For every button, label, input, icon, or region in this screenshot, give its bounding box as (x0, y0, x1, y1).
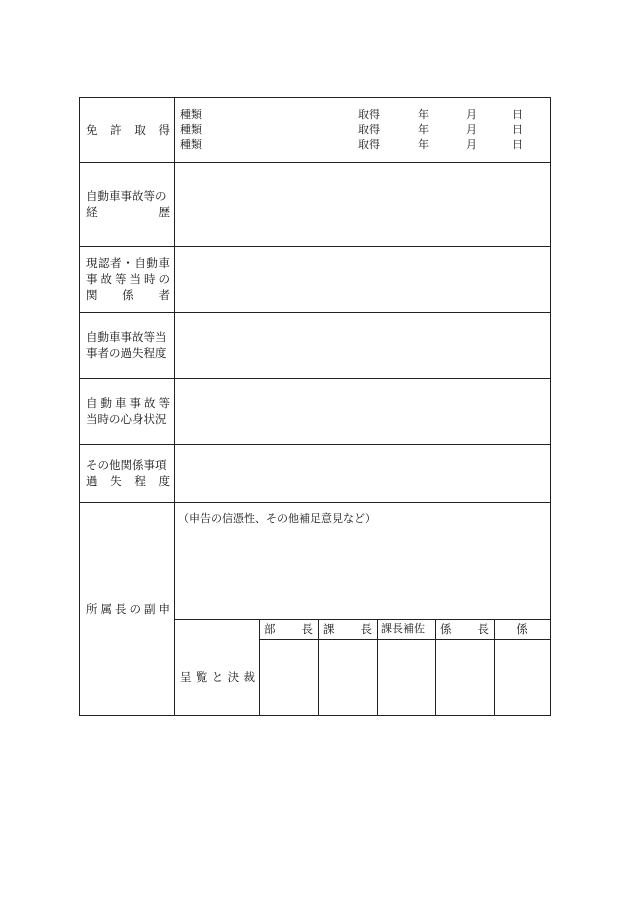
license-year-1: 年 (418, 108, 429, 121)
approval-label-text: 呈 覧 と 決 裁 (180, 670, 255, 684)
other-label (80, 444, 175, 502)
other-label-line1: その他関係事項 (86, 458, 167, 472)
approval-header-line (259, 639, 550, 640)
approver-assistant-head (377, 619, 435, 639)
approver-staff-text: 係 (516, 622, 528, 636)
mental-label-line1: 自動車事故等 (86, 396, 170, 410)
license-day-2: 日 (512, 123, 523, 136)
parties-label-line3: 関 係 者 (86, 288, 170, 302)
approver-assistant-head-text: 課長補佐 (381, 622, 425, 635)
license-day-1: 日 (512, 108, 523, 121)
approver-subsection-head (435, 619, 494, 639)
parties-label-line2: 事故等当時の (86, 272, 170, 286)
mental-label-line2: 当時の心身状況 (86, 412, 167, 426)
history-label-line2: 経 歴 (86, 205, 170, 219)
approver-staff (494, 619, 550, 639)
license-type-1: 種類 (180, 108, 202, 121)
license-acquired-1: 取得 (358, 108, 380, 121)
license-month-2: 月 (466, 123, 477, 136)
license-year-2: 年 (418, 123, 429, 136)
parties-label-line1: 現認者・自動車 (86, 256, 170, 270)
fault-label (80, 312, 175, 378)
license-month-3: 月 (466, 138, 477, 151)
approver-section-head (318, 619, 377, 639)
approver-section-head-text: 課 長 (323, 622, 372, 636)
mental-label (80, 378, 175, 444)
history-label (80, 162, 175, 246)
license-type-3: 種類 (180, 138, 202, 151)
other-label-line2: 過 失 程 度 (86, 474, 170, 488)
history-label-line1: 自動車事故等の (86, 189, 167, 203)
license-acquired-2: 取得 (358, 123, 380, 136)
chief-note: （申告の信憑性、その他補足意見など） (178, 512, 376, 525)
report-form (79, 97, 551, 716)
parties-label (80, 246, 175, 312)
fault-label-line1: 自動車事故等当 (86, 330, 167, 344)
license-year-3: 年 (418, 138, 429, 151)
license-label (80, 98, 175, 162)
chief-label (80, 502, 175, 715)
fault-label-line2: 事者の過失程度 (86, 346, 167, 360)
approval-label (174, 639, 259, 715)
license-label-text: 免 許 取 得 (86, 123, 170, 137)
approver-dept-head-text: 部 長 (264, 622, 313, 636)
license-month-1: 月 (466, 108, 477, 121)
chief-label-text: 所属長の副申 (86, 601, 170, 616)
license-acquired-3: 取得 (358, 138, 380, 151)
approver-dept-head (259, 619, 318, 639)
license-type-2: 種類 (180, 123, 202, 136)
license-day-3: 日 (512, 138, 523, 151)
approver-subsection-head-text: 係 長 (440, 622, 489, 636)
